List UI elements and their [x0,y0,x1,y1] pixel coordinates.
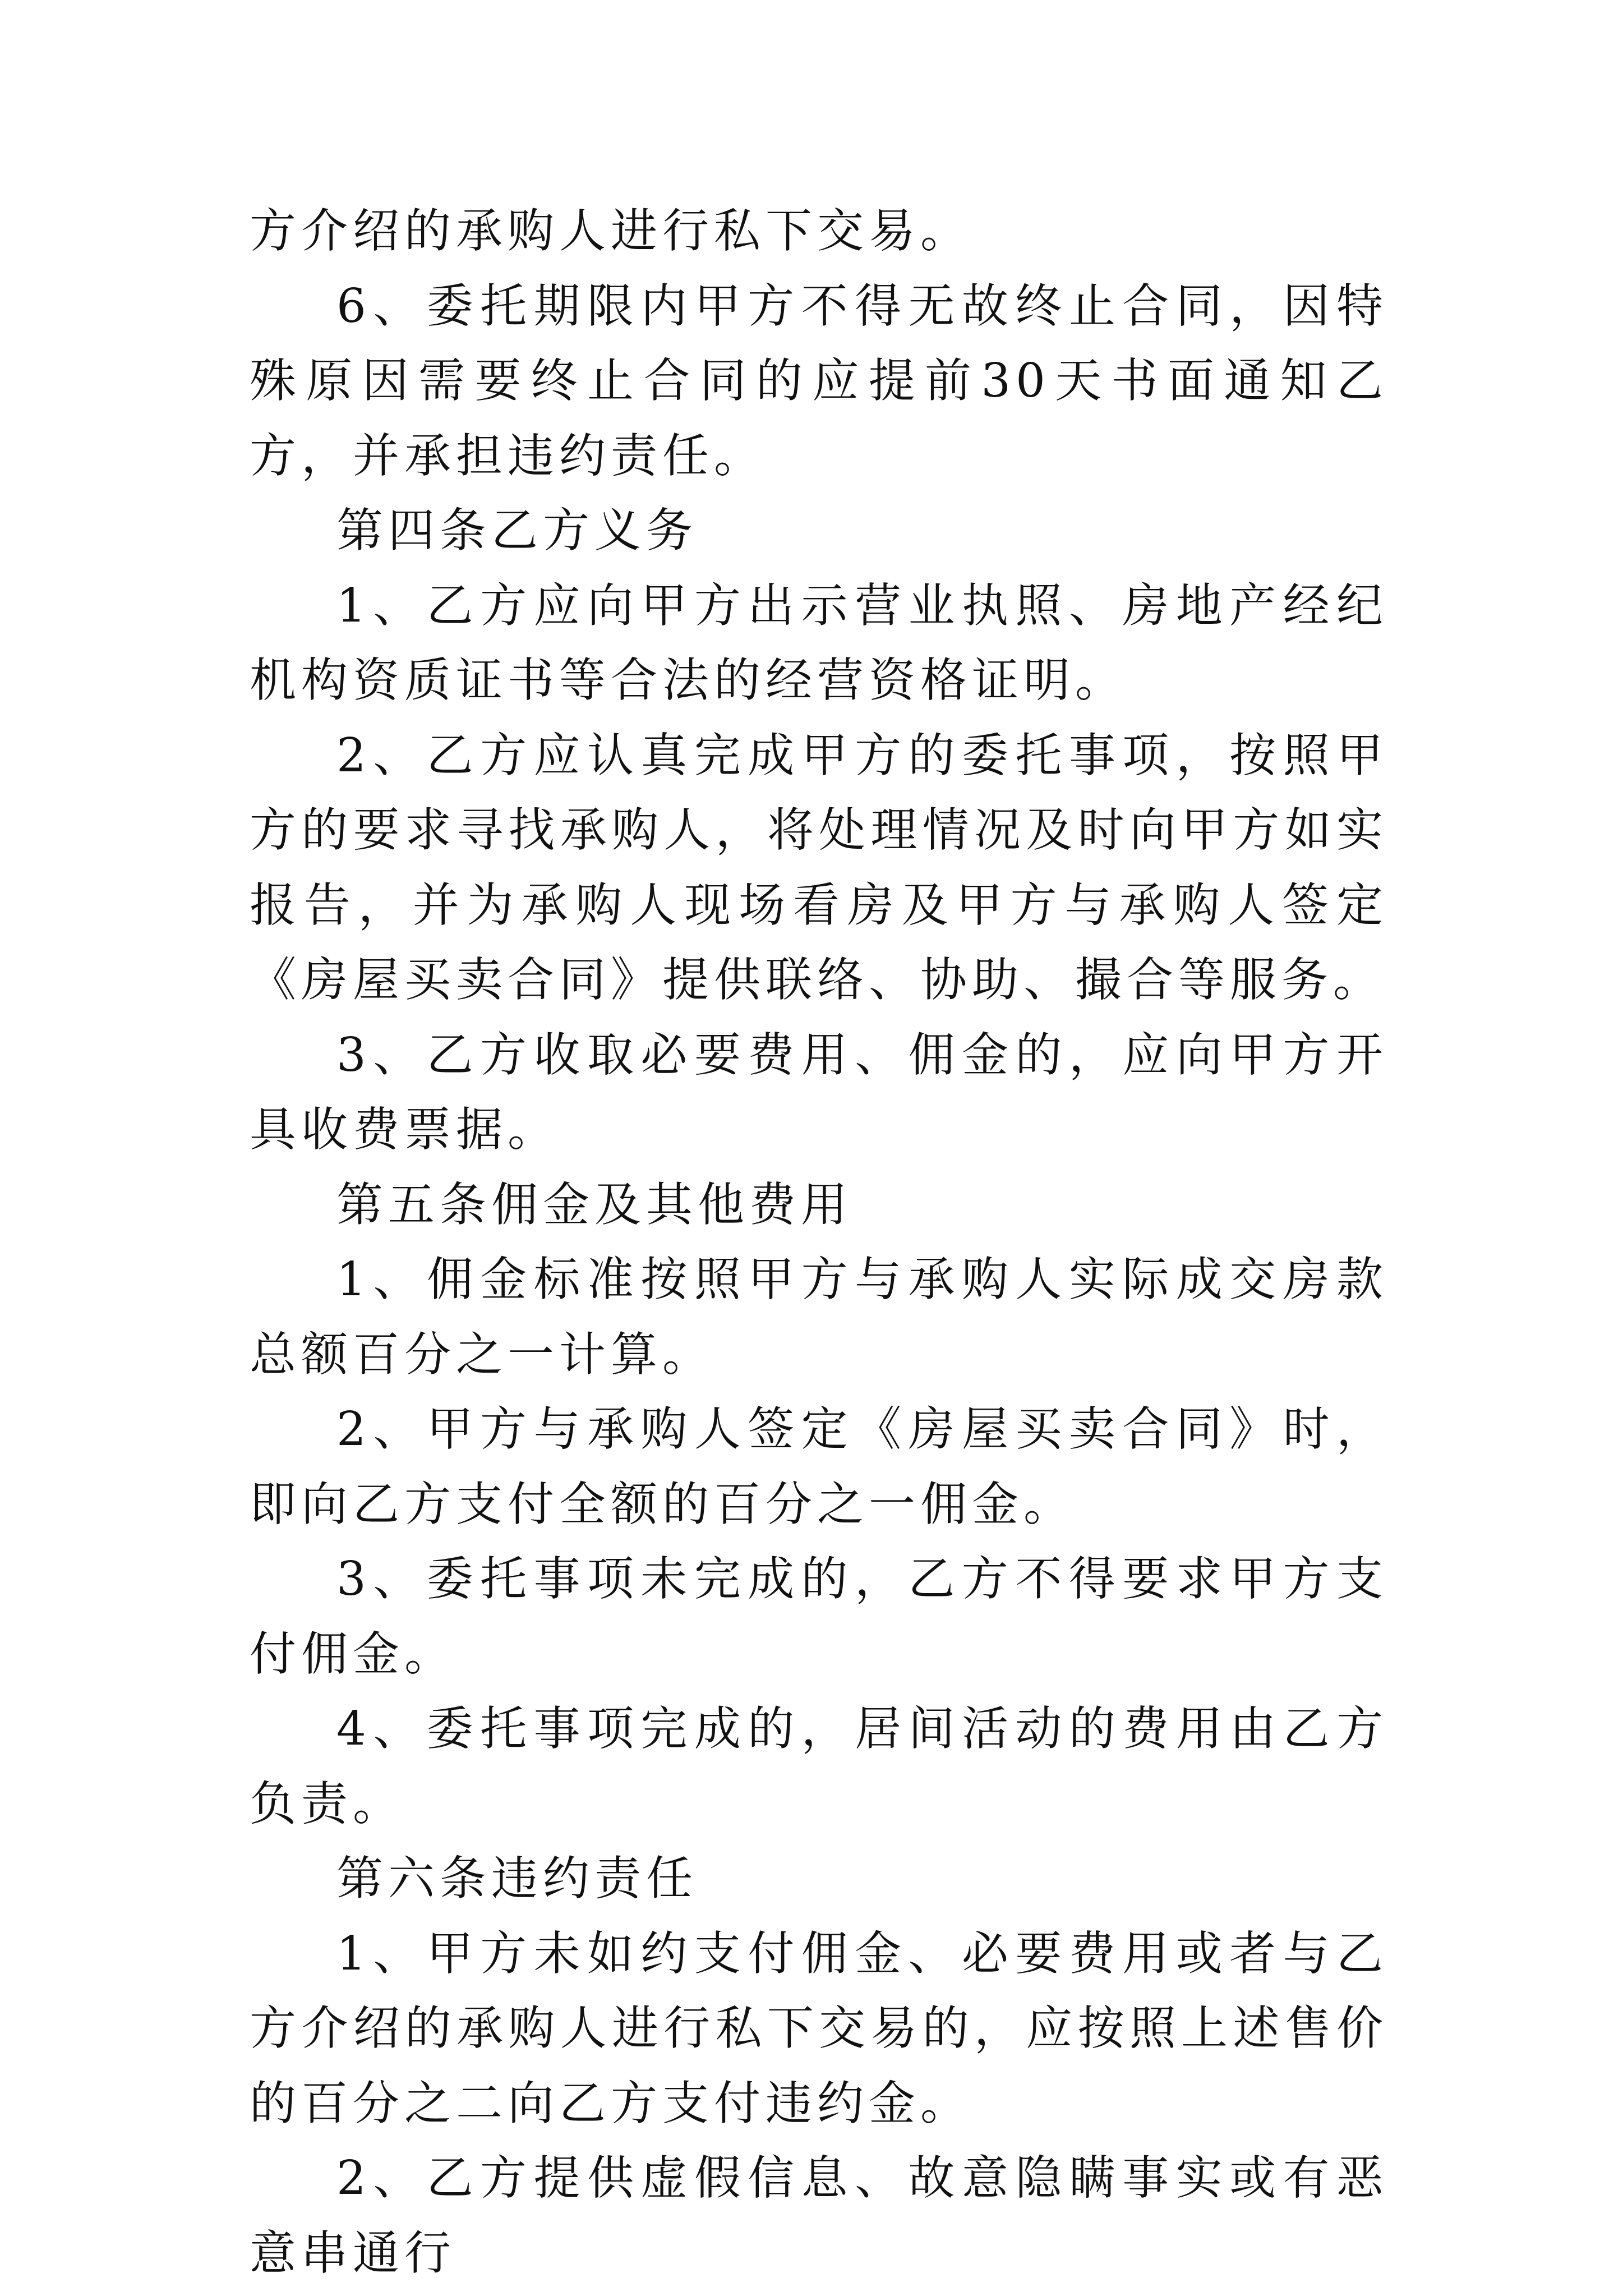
paragraph-article-4-clause-2: 2、乙方应认真完成甲方的委托事项，按照甲方的要求寻找承购人，将处理情况及时向甲方如实报告，并为承购人现场看房及甲方与承购人签定《房屋买卖合同》提供联络、协助、撮合等服务。 [250,728,1388,1007]
section-heading-article-5: 第五条佣金及其他费用 [336,1177,852,1232]
paragraph-article-5-clause-2: 2、甲方与承购人签定《房屋买卖合同》时，即向乙方支付全额的百分之一佣金。 [250,1402,1388,1531]
paragraph-article-5-clause-1: 1、佣金标准按照甲方与承购人实际成交房款总额百分之一计算。 [250,1252,1388,1382]
paragraph-clause-6: 6、委托期限内甲方不得无故终止合同，因特殊原因需要终止合同的应提前30天书面通知乙方，并承担违约责任。 [250,278,1388,483]
paragraph-article-6-clause-2: 2、乙方提供虚假信息、故意隐瞒事实或有恶意串通行 [250,2151,1388,2280]
section-heading-article-4: 第四条乙方义务 [336,503,698,558]
paragraph-article-5-clause-3: 3、委托事项未完成的，乙方不得要求甲方支付佣金。 [250,1552,1388,1681]
paragraph-article-4-clause-3: 3、乙方收取必要费用、佣金的，应向甲方开具收费票据。 [250,1027,1388,1157]
paragraph-article-4-clause-1: 1、乙方应向甲方出示营业执照、房地产经纪机构资质证书等合法的经营资格证明。 [250,578,1388,707]
paragraph-article-6-clause-1: 1、甲方未如约支付佣金、必要费用或者与乙方介绍的承购人进行私下交易的，应按照上述售价的百分之二向乙方支付违约金。 [250,1926,1388,2131]
paragraph-continuation: 方介绍的承购人进行私下交易。 [250,204,972,258]
document-body [250,194,1388,2290]
section-heading-article-6: 第六条违约责任 [336,1851,698,1906]
paragraph-article-5-clause-4: 4、委托事项完成的，居间活动的费用由乙方负责。 [250,1701,1388,1831]
